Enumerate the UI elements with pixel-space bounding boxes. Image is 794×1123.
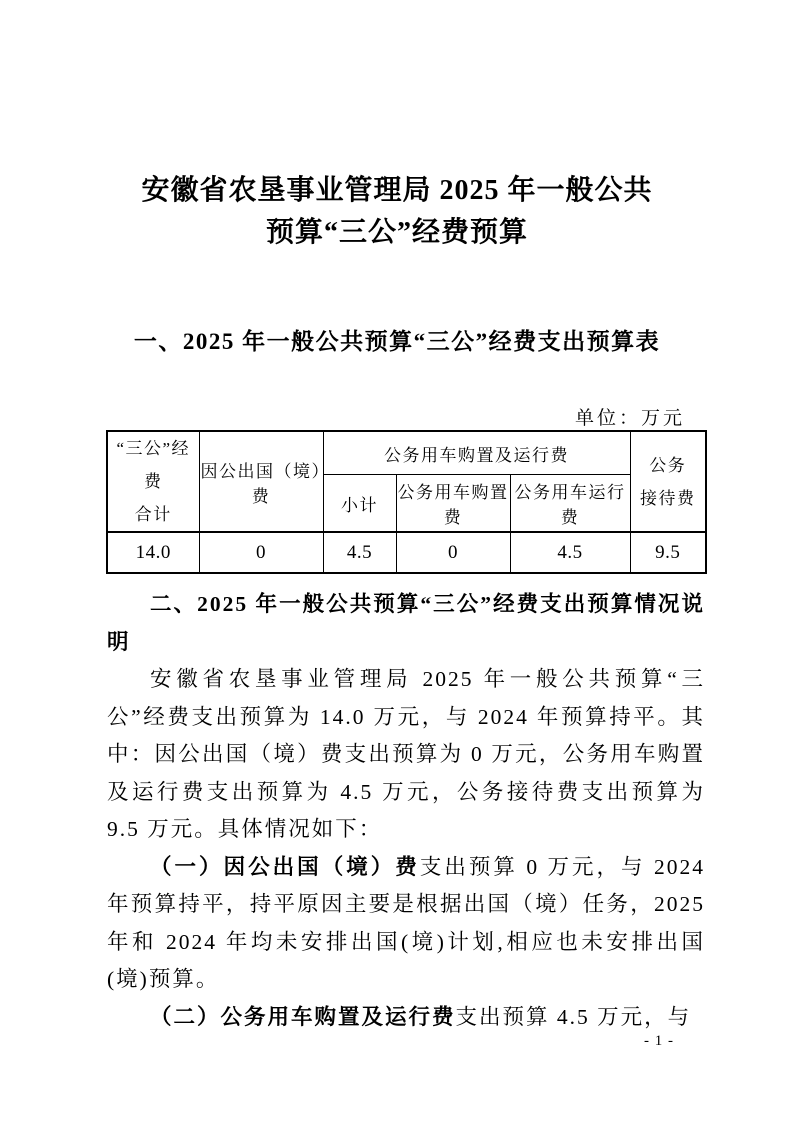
value-vehicle-purchase: 0 — [396, 532, 510, 573]
section2-paragraph-item1 — [107, 849, 705, 999]
table-data-row — [107, 532, 706, 573]
document-title — [60, 170, 734, 254]
unit-label: 单位：万元 — [574, 408, 685, 429]
header-sangong-total-line1: “三公”经费 — [116, 439, 191, 491]
value-reception-fee: 9.5 — [630, 532, 706, 573]
section2-paragraph-item2 — [107, 999, 705, 1037]
value-vehicle-subtotal: 4.5 — [323, 532, 396, 573]
header-reception-line1: 公务 — [649, 455, 687, 475]
header-sangong-total — [107, 431, 199, 532]
header-vehicle-subtotal: 小计 — [323, 475, 396, 532]
item1-text: 支出预算 0 万元，与 2024 年预算持平，持平原因主要是根据出国（境）任务，2025 年和 2024 年均未安排出国(境)计划,相应也未安排出国(境)预算。 — [107, 854, 705, 991]
section1-heading: 一、2025 年一般公共预算“三公”经费支出预算表 — [133, 329, 661, 354]
budget-table — [106, 430, 707, 574]
header-vehicle-group: 公务用车购置及运行费 — [323, 431, 630, 475]
section2-body — [107, 586, 705, 1036]
section2-paragraph-summary: 安徽省农垦事业管理局 2025 年一般公共预算“三公”经费支出预算为 14.0 万元，与 2024 年预算持平。其中：因公出国（境）费支出预算为 0 万元，公务用车购置及运行费支出预算为 4.5 万元，公务接待费支出预算为 9.5 万元。具体情况如下： — [107, 667, 705, 841]
value-abroad-fee: 0 — [199, 532, 323, 573]
item2-lead: （二）公务用车购置及运行费 — [150, 1004, 456, 1029]
value-sangong-total: 14.0 — [107, 532, 199, 573]
header-vehicle-purchase: 公务用车购置费 — [396, 475, 510, 532]
item1-lead: （一）因公出国（境）费 — [150, 854, 420, 879]
header-reception-line2: 接待费 — [640, 488, 696, 508]
section2-heading: 二、2025 年一般公共预算“三公”经费支出预算情况说明 — [107, 592, 705, 654]
table-header-row-1 — [107, 431, 706, 475]
item2-text: 支出预算 4.5 万元，与 — [455, 1004, 692, 1029]
header-abroad-fee: 因公出国（境）费 — [199, 431, 323, 532]
page-number: - 1 - — [644, 1033, 674, 1049]
header-reception-fee — [630, 431, 706, 532]
document-title-line-2: 预算“三公”经费预算 — [265, 217, 528, 248]
header-sangong-total-line2: 合计 — [134, 505, 172, 524]
document-title-line-1: 安徽省农垦事业管理局 2025 年一般公共 — [141, 175, 653, 206]
header-vehicle-operation: 公务用车运行费 — [510, 475, 630, 532]
value-vehicle-operation: 4.5 — [510, 532, 630, 573]
